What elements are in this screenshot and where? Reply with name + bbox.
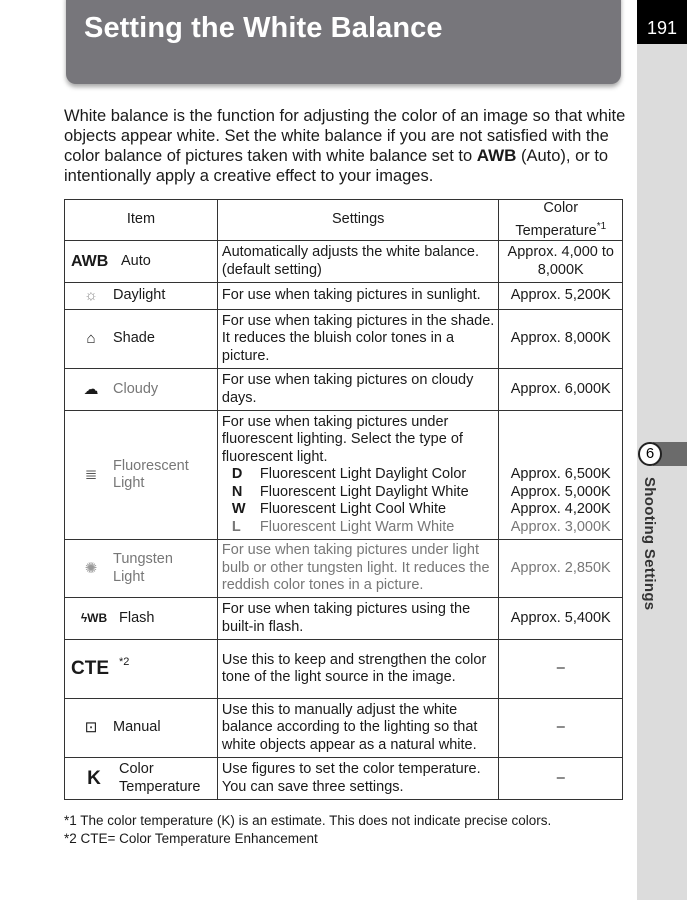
table-row [65, 540, 623, 598]
sub-key: N [231, 483, 243, 500]
sub-option-w [222, 501, 495, 519]
kelvin-icon: K [87, 767, 101, 789]
temp-cell [499, 411, 623, 540]
item-label: Color Temperature [119, 761, 201, 795]
temp-cell: Approx. 5,400K [499, 598, 623, 640]
header-temp-label: Color Temperature [515, 200, 597, 239]
item-cell [65, 411, 218, 540]
item-label: Shade [113, 330, 155, 347]
item-label: Manual [113, 719, 161, 736]
temp-cell: Approx. 5,200K [499, 283, 623, 310]
table-row [65, 640, 623, 699]
item-cell [65, 758, 218, 800]
sub-label: Fluorescent Light Warm White [259, 518, 455, 535]
item-label: Cloudy [113, 380, 159, 397]
footnote-2: *2 CTE= Color Temperature Enhancement [64, 831, 318, 846]
white-balance-table [64, 199, 623, 800]
item-label: Daylight [113, 287, 166, 304]
cloudy-icon: ☁ [83, 380, 99, 398]
intro-text-1: White balance is the function for adjusting the color of an image so that white objects appear white. Set the white balance if you are not satisfied with the color balance of pictures taken with white balance set to [64, 107, 626, 165]
item-label: Tungsten Light [113, 551, 173, 585]
sub-label: Fluorescent Light Cool White [259, 501, 447, 518]
item-cell [65, 310, 218, 369]
settings-cell [217, 411, 499, 540]
temp-cell: Approx. 6,000K [499, 369, 623, 411]
table-row [65, 310, 623, 369]
settings-cell: For use when taking pictures under light bulb or other tungsten light. It reduces the reddish color tones in a picture. [217, 540, 499, 598]
page-title: Setting the White Balance [84, 12, 443, 44]
temp-cell: – [499, 640, 623, 699]
settings-cell: Use this to manually adjust the white balance according to the lighting so that white objects appear as a natural white. [217, 699, 499, 758]
flash-icon: ϟWB [80, 610, 108, 625]
cte-icon: CTE [71, 658, 109, 680]
table-row [65, 241, 623, 283]
awb-icon: AWB [71, 252, 109, 270]
item-cell [65, 540, 218, 598]
sub-temp: Approx. 4,200K [510, 501, 611, 517]
sub-temp: Approx. 5,000K [510, 483, 611, 500]
settings-cell: Automatically adjusts the white balance. (default setting) [217, 241, 499, 283]
item-cell [65, 598, 218, 640]
daylight-icon: ☼ [84, 287, 98, 305]
fluorescent-desc: For use when taking pictures under fluorescent lighting. Select the type of fluorescent light. [221, 413, 463, 465]
footnotes [64, 812, 551, 848]
intro-paragraph [64, 106, 629, 186]
header-settings: Settings [217, 200, 499, 241]
item-cell [65, 241, 218, 283]
temp-cell: Approx. 8,000K [499, 310, 623, 369]
table-row [65, 598, 623, 640]
header-item: Item [65, 200, 218, 241]
sub-key: W [231, 501, 246, 518]
table-row [65, 758, 623, 800]
item-cell [65, 369, 218, 411]
intro-awb: AWB [476, 146, 517, 165]
table-row [65, 411, 623, 540]
item-cell [65, 640, 218, 699]
settings-cell: Use this to keep and strengthen the color tone of the light source in the image. [217, 640, 499, 699]
page-number: 191 [646, 18, 678, 38]
sub-option-l [222, 519, 495, 537]
table-row [65, 283, 623, 310]
header-temp-note: *1 [596, 220, 607, 232]
sub-temp: Approx. 3,000K [510, 518, 611, 535]
fluorescent-icon: ≣ [84, 466, 98, 484]
sub-key: L [231, 518, 241, 535]
sub-option-d [222, 466, 495, 484]
footnote-1: *1 The color temperature (K) is an estimate. This does not indicate precise colors. [64, 813, 552, 828]
sub-key: D [231, 466, 243, 483]
sub-label: Fluorescent Light Daylight Color [259, 466, 467, 483]
chapter-number: 6 [638, 442, 662, 466]
item-label: Auto [121, 252, 151, 269]
settings-cell: Use figures to set the color temperature. You can save three settings. [217, 758, 499, 800]
temp-cell: – [499, 699, 623, 758]
intro-text-2: (Auto), or to intentionally apply a creative effect to your images. [64, 147, 609, 185]
sub-option-n [222, 484, 495, 502]
temp-cell: Approx. 4,000 to 8,000K [499, 241, 623, 283]
table-header-row [65, 200, 623, 241]
header-temp [499, 200, 623, 241]
item-cell [65, 283, 218, 310]
manual-icon: ⊡ [84, 719, 98, 737]
temp-cell: – [499, 758, 623, 800]
temp-cell: Approx. 2,850K [499, 540, 623, 598]
settings-cell: For use when taking pictures in the shade. It reduces the bluish color tones in a picture. [217, 310, 499, 369]
settings-cell: For use when taking pictures in sunlight. [217, 283, 499, 310]
table-row [65, 699, 623, 758]
tungsten-icon: ✺ [84, 559, 98, 577]
table-row [65, 369, 623, 411]
item-label: Flash [119, 609, 155, 626]
item-label: Fluorescent Light [113, 457, 189, 491]
sub-label: Fluorescent Light Daylight White [259, 483, 469, 500]
chapter-label: Shooting Settings [641, 477, 658, 611]
sub-temp: Approx. 6,500K [510, 466, 611, 482]
item-cell [65, 699, 218, 758]
item-note: *2 [119, 656, 130, 669]
settings-cell: For use when taking pictures using the built-in flash. [217, 598, 499, 640]
settings-cell: For use when taking pictures on cloudy days. [217, 369, 499, 411]
shade-icon: ⌂ [86, 330, 96, 348]
